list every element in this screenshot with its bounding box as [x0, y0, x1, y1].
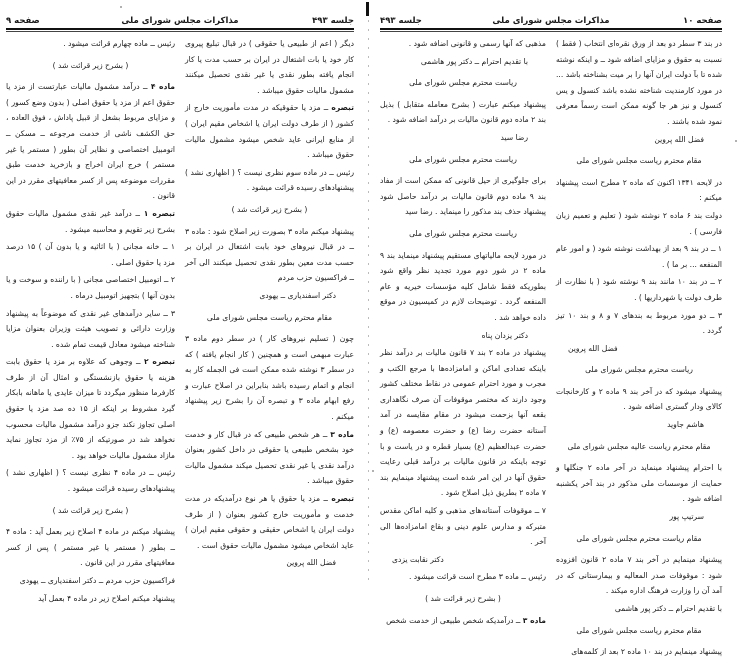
paragraph-text: در لایحه ۱۳۴۱ اکنون که ماده ۲ مطرح است پیشنهاد میکنم :: [556, 177, 722, 203]
paragraph-text: ۷ ــ موقوفات آستانه‌های مذهبی و کلیه اماکن مقدس متبرکه و مدارس علوم دینی و بقاع امامزاده‌ها الی آخر .: [380, 506, 546, 547]
paragraph: [556, 552, 722, 599]
paragraph: [6, 591, 175, 607]
paragraph: [556, 460, 722, 507]
header-rule-thin: [6, 31, 354, 32]
paragraph: [556, 208, 722, 239]
paragraph: [6, 36, 175, 52]
article-label: تبصره ۲: [143, 357, 175, 367]
paragraph-text: ۱ ــ در بند ۹ بعد از بهداشت نوشته شود ( و امور عام المنفعه ... بر ما ) .: [556, 244, 723, 269]
section-heading: [556, 531, 722, 547]
paragraph: [6, 524, 175, 571]
paragraph-text: پیشنهاد مینمایم در بند ۱۰ ماده ۲ بعد از کلمه‌های: [571, 647, 722, 657]
scan-speck: [735, 140, 737, 142]
paragraph-text: دولت بند ۶ ماده ۲ نوشته شود ( تعلیم و تعمیم زبان فارسی ) .: [556, 210, 722, 236]
header-title: مذاکرات مجلس شورای ملی: [492, 16, 610, 26]
section-heading: [6, 58, 175, 74]
session-number: جلسه ۴۹۳: [380, 16, 422, 26]
paragraph: [6, 206, 175, 237]
paragraph: [185, 100, 354, 162]
paragraph: [380, 36, 546, 52]
paragraph: [185, 427, 354, 489]
paragraph-text: ۳ ــ دو مورد مربوط به بندهای ۷ و ۸ و بند ۱۰ تیز گردد .: [556, 310, 722, 336]
article-label: ماده ۳: [522, 615, 546, 625]
scan-speck: [120, 6, 122, 8]
article-label: تبصره: [331, 494, 354, 504]
paragraph-text: مقام محترم ریاست عالیه مجلس شورای ملی: [567, 441, 711, 451]
paragraph: [380, 248, 546, 326]
section-heading: [556, 623, 722, 639]
paragraph-text: ۱ ــ خانه مجانی ( با اثاثیه و یا بدون آن ) ۱۵ درصد مزد یا حقوق اصلی .: [6, 242, 175, 267]
paragraph: [556, 36, 722, 130]
section-heading: [380, 75, 546, 91]
paragraph: [380, 345, 546, 501]
left-page-column-right: [185, 36, 354, 600]
paragraph: [6, 573, 175, 589]
paragraph-text: ریاست محترم مجلس شورای ملی: [409, 78, 517, 88]
paragraph-text: پیشنهاد میکنم در ماده ۴ اصلاح زیر بعمل آید : ماده ۴ ــ بطور ( مستمر یا غیر مستمر ) پس از کسر معافیتهای مقرر در این قانون .: [6, 527, 175, 568]
paragraph-text: مقام محترم ریاست مجلس شورای ملی: [576, 625, 702, 635]
paragraph-text: ــ درآمدیکه شخص طبیعی از خدمت شخص: [386, 615, 523, 625]
paragraph-text: ــ درآمد غیر نقدی مشمول مالیات حقوق بشرح زیر تقویم و محاسبه میشود .: [6, 208, 175, 234]
paragraph-text: ۲ ــ اتومبیل اختصاصی مجانی ( با راننده و سوخت و یا بدون آنها ) بتجهیز اتومبیل درماه .: [6, 275, 175, 300]
gutter-scan-noise: [368, 20, 369, 580]
signature: [185, 288, 354, 304]
page-number: صفحه ۱۰: [683, 16, 722, 26]
paragraph-text: ــ هر شخص طبیعی که در قبال کار و خدمت خود بشخص طبیعی یا حقوقی در داخل کشور بعنوان درآمد نقدی یا غیر نقدی تحصیل میکند مشمول مالیات حقوق میباشد .: [185, 429, 354, 486]
article-label: تبصره ۱: [143, 208, 175, 218]
paragraph-text: برای جلوگیری از حیل قانونی که ممکن است از مفاد بند ۹ ماده دوم قانون مالیات بر درآمد حاصل شود پیشنهاد حذف بند مذکور را مینماید . رضا سید: [380, 176, 547, 217]
section-heading: [380, 591, 546, 607]
scan-speck: [372, 470, 374, 472]
left-page: [6, 0, 354, 603]
paragraph-text: ــ مزد یا حقوقیکه در مدت مأموریت خارج از کشور ( از طرف دولت ایران یا اشخاص مقیم ایران ) از منابع ایرانی عاید شخص میشود مشمول مالیات حقوق میباشد .: [185, 103, 354, 160]
paragraph: [556, 308, 722, 339]
paragraph: [185, 491, 354, 553]
paragraph: [6, 272, 175, 303]
paragraph: [380, 173, 546, 220]
paragraph: [185, 331, 354, 425]
paragraph: [185, 165, 354, 196]
paragraph-text: فضل الله پروین: [654, 134, 704, 144]
paragraph-text: سرتیپ پور: [669, 512, 704, 522]
signature: [556, 341, 722, 357]
paragraph: [185, 36, 354, 98]
paragraph: [6, 354, 175, 463]
right-page-header: [380, 10, 722, 26]
section-heading: [185, 310, 354, 326]
paragraph-text: رئیس ــ ماده چهارم قرائت میشود .: [63, 39, 175, 48]
paragraph: [380, 503, 546, 550]
signature: [380, 130, 546, 146]
paragraph-text: مقام محترم ریاست مجلس شورای ملی: [576, 156, 702, 166]
paragraph: [380, 97, 546, 128]
section-heading: [6, 503, 175, 519]
paragraph: [556, 384, 722, 415]
paragraph: [556, 241, 722, 272]
paragraph-text: پیشنهاد میکنم عبارت ( بشرح معامله متقابل ) بذیل بند ۲ ماده دوم قانون مالیات بر درآمد اضافه شود .: [380, 99, 546, 125]
paragraph-text: ( بشرح زیر قرائت شد ): [231, 204, 308, 214]
paragraph-text: پیشنهاد میشود که در آخر بند ۹ ماده ۲ و کارخانجات کالای ودار گستری اضافه شود .: [556, 386, 722, 412]
section-heading: [556, 153, 722, 169]
right-page: [380, 0, 723, 657]
paragraph: [6, 79, 175, 204]
paragraph-text: دکتر نقابت یزدی: [392, 554, 444, 564]
left-page-column-left: [6, 36, 176, 603]
paragraph-text: مقام محترم ریاست مجلس شورای ملی: [206, 312, 333, 322]
paragraph-text: رئیس ــ در ماده ۴ نظری نیست ؟ ( اظهاری نشد ) پیشنهادهای رسیده قرائت میشود .: [6, 468, 175, 494]
paragraph-text: فضل الله پروین: [568, 343, 618, 353]
paragraph-text: ۲ ــ در بند ۱۰ مانند بند ۹ نوشته شود ( با نظارت از طرف دولت یا شهرداریها ) .: [556, 277, 722, 302]
article-label: تبصره: [331, 103, 354, 113]
paragraph-text: ( بشرح زیر قرائت شد ): [52, 505, 129, 515]
right-page-columns: [380, 36, 723, 657]
paragraph: [380, 613, 546, 629]
paragraph-text: مقام ریاست محترم مجلس شورای ملی: [576, 533, 702, 543]
paragraph: [556, 274, 722, 305]
session-number: جلسه ۴۹۳: [312, 16, 354, 26]
paragraph-text: پیشنهاد مینمایم در آخر بند ۷ ماده ۲ قانون افزوده شود : موقوفات صدر المعالیه و بیمارستانی که در آمد آن را وزارت فرهنگ اداره میکند .: [556, 555, 722, 596]
paragraph: [556, 644, 722, 660]
header-rule-thin: [380, 31, 722, 32]
gutter-mark: [366, 2, 369, 16]
header-rule: [380, 28, 722, 30]
header-rule: [6, 28, 354, 30]
right-page-column-left: [380, 36, 547, 625]
header-title: مذاکرات مجلس شورای ملی: [121, 16, 239, 26]
section-heading: [556, 439, 722, 455]
signature: [380, 552, 546, 568]
signature: [556, 132, 722, 148]
paragraph-text: هاشم جاوید: [667, 420, 704, 430]
signature: [380, 328, 546, 344]
paragraph-text: ریاست محترم مجلس شورای ملی: [409, 154, 517, 164]
paragraph-text: پیشنهاد در ماده ۲ بند ۷ قانون مالیات بر درآمد نظر باینکه تعدادی اماکن و امامزاده‌ها با مرجع الکتب و مجرب و مورد احترام عمومی در نقاط مختلف کشور وجود دارند که مختصر موقوفات آن صرف نگاهداری بقعه آنها بزحمت میشود در مقام مقایسه در آمد آستانه حضرت رضا (ع) و حضرت معصومه (ع) و حضرت عبدالعظیم (ع) بسیار قطره و در یاست و با توجه باینکه در قانون مالیات بر درآمد قبلی رعایت حقوق آنها در این امر شده است پیشنهاد مینمایم بند ۷ ماده ۲ بطریق ذیل اصلاح شود .: [380, 348, 547, 498]
paragraph-text: پیشنهاد میکنم ماده ۳ بصورت زیر اصلاح شود : ماده ۳ ــ در قبال نیروهای خود بابت اشتغال در ایران بر حسب مدت معین بطور نقدی تحصیل میکنند الی آخر ــ فراکسیون حزب مردم: [185, 226, 354, 283]
signature: [556, 509, 722, 525]
paragraph-text: با تقدیم احترام ــ دکتر پور هاشمی: [614, 604, 722, 613]
paragraph: [380, 569, 546, 585]
paragraph-text: دکتر یزدان پناه: [481, 330, 528, 340]
paragraph-text: ۳ ــ سایر درآمدهای غیر نقدی که موضوعاً به پیشنهاد وزارت دارائی و تصویب هیئت وزیران بعنوان مزایا شناخته میشود معادل قیمت تمام شده .: [6, 308, 175, 349]
signature: [380, 54, 546, 70]
paragraph-text: ریاست محترم مجلس شورای ملی: [409, 228, 517, 238]
article-label: ماده ۴: [150, 82, 175, 92]
section-heading: [185, 202, 354, 218]
right-page-column-right: [556, 36, 723, 657]
paragraph-text: با تقدیم احترام ــ دکتر پور هاشمی: [420, 56, 528, 66]
left-page-columns: [6, 36, 354, 603]
article-label: ماده ۳: [330, 429, 354, 439]
section-heading: [380, 226, 546, 242]
paragraph-text: مذهبی که آنها رسمی و قانونی اضافه شود .: [408, 39, 546, 48]
paragraph-text: رئیس ــ در ماده سوم نظری نیست ؟ ( اظهاری نشد ) پیشنهادهای رسیده قرائت میشود .: [185, 167, 354, 193]
page-number: صفحه ۹: [6, 16, 40, 26]
paragraph: [185, 224, 354, 286]
paragraph-text: در مورد لایحه مالیاتهای مستقیم پیشنهاد مینماید بند ۹ ماده ۲ در شور دوم مورد تجدید نظر واقع شود بطوریکه فقط شامل کلیه مؤسسات خیریه و عام المنفعه گردد . توضیحات لازم در کمیسیون در موقع داده خواهد شد .: [380, 250, 546, 322]
left-page-header: [6, 10, 354, 26]
paragraph: [556, 601, 722, 617]
paragraph-text: چون ( تسلیم نیروهای کار ) در سطر دوم ماده ۳ عبارت مبهمی است و همچنین ( کار انجام یافته ) که در سطر ۳ نوشته شده ممکن است فی الجمله کار به انجام و اتمام رسیده باشد بنابراین در اصلاح عبارت و رفع ابهام ماده ۳ و تبصره آن را بشرح زیر پیشنهاد میکنم .: [185, 334, 354, 422]
paragraph-text: رضا سید: [500, 132, 528, 142]
paragraph-text: ــ درآمد مشمول مالیات عبارتست از مزد یا حقوق اعم از مزد یا حقوق اصلی ( بدون وضع کسور ) و مزایای مربوط بشغل از قبیل پاداش ، فوق العاده ، حق الکشف ناشی از خدمت مرجوعه ــ مسکن ــ اتومبیل اختصاصی و نظایر آن بطور ( مستمر یا غیر مستمر ) خرج ایران اخراج و بازخرید خدمت طبق مقررات موضوعه پس از کسر معافیتهای مقرر در این قانون .: [6, 82, 175, 201]
signature: [556, 417, 722, 433]
section-heading: [556, 362, 722, 378]
paragraph-text: ــ مزد یا حقوق یا هر نوع درآمدیکه در مدت خدمت و مأموریت خارج کشور بعنوان ( از طرف دولت ایران یا اشخاص حقیقی و حقوقی مقیم ایران ) عاید اشخاص میشود مشمول مالیات حقوق است .: [185, 494, 354, 550]
paragraph: [6, 465, 175, 496]
paragraph-text: رئیس ــ ماده ۳ مطرح است قرائت میشود .: [408, 572, 546, 582]
paragraph: [6, 239, 175, 270]
paragraph-text: در بند ۳ سطر دو بعد از ورق نقره‌ای انتخاب ( فقط ) نسبت به حقوق و مزایای اضافه شود ــ و اینکه نوشته شده تا بآ دولت ایران آنها را بر میت بشناخته باشد ... در مورد کارمندیت شناخته نشده باشد کنسول و یس کنسول و نیز هر جا گونه ممکن است رسماً معرفی نمود شده باشند .: [556, 39, 722, 126]
paragraph-text: فراکسیون حزب مردم ــ دکتر اسفندیاری ــ یهودی: [19, 576, 175, 585]
paragraph: [6, 306, 175, 353]
paragraph: [556, 175, 722, 206]
paragraph-text: ریاست محترم مجلس شورای ملی: [585, 365, 693, 375]
paragraph-text: فضل الله پروین: [286, 558, 336, 568]
paragraph-text: دکتر اسفندیاری ــ یهودی: [259, 290, 336, 300]
section-heading: [380, 152, 546, 168]
paragraph-text: با احترام پیشنهاد مینماید در آخر ماده ۲ جنگلها و حمایت از موسسات ملی مذکور در بند آخر یکشنبه اضافه شود .: [556, 463, 722, 504]
paragraph-text: ( بشرح زیر قرائت شد ): [52, 60, 129, 70]
paragraph-text: دیگر ( اعم از طبیعی یا حقوقی ) در قبال تبلیغ پیروی کار خود یا بات اشتغال در ایران بر حسب مدت یا کار انجام یافته بطور نقدی یا غیر نقدی تحصیل میکنند مشمول مالیات حقوق میباشد .: [185, 39, 354, 95]
paragraph-text: ــ وجوهی که علاوه بر مزد یا حقوق بابت هزینه یا حقوق بازنشستگی و امثال آن از طرف کارفرما منظور میگردد تا میزان عایدی یا ماهانه بابکار گیرد مشروط بر اینکه از ۱۵ ده صد مزد یا حقوق اصلی تجاوز نکند جزو درآمد مشمول مالیات محسوب نخواهد شد در صورتیکه از ۷۵٪ از مزد تجاوز نماید مازاد مشمول مالیات خواهد بود .: [6, 357, 176, 460]
signature: [185, 555, 354, 571]
paragraph-text: ( بشرح زیر قرائت شد ): [425, 594, 501, 603]
paragraph-text: پیشنهاد میکنم اصلاح زیر در ماده ۴ بعمل آید: [38, 593, 175, 603]
